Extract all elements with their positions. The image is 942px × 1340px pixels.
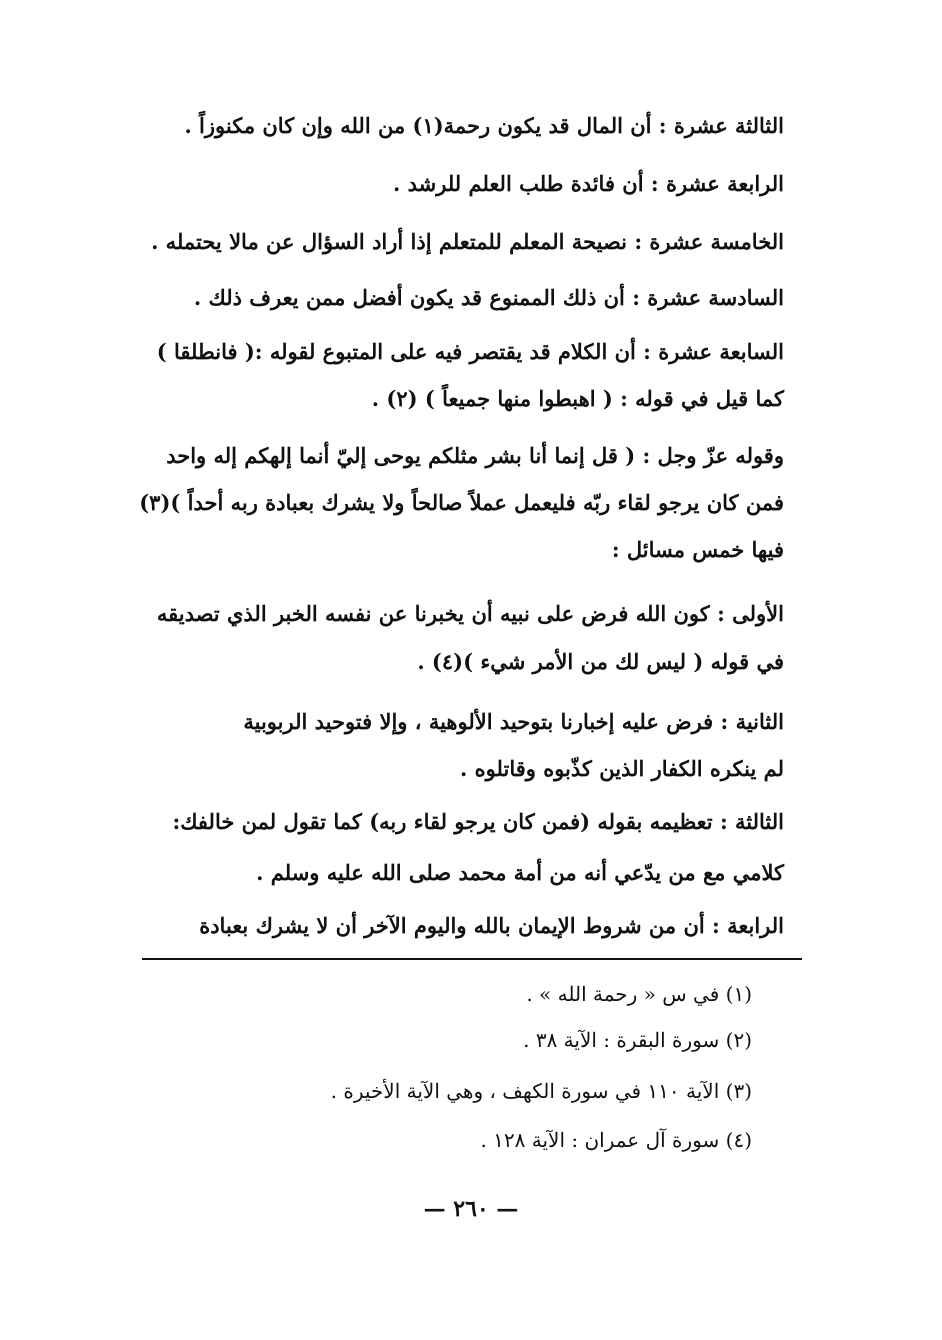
footnote: (٣) الآية ١١٠ في سورة الكهف ، وهي الآية الأخيرة . <box>330 1079 752 1103</box>
body-line: السادسة عشرة : أن ذلك الممنوع قد يكون أفضل ممن يعرف ذلك . <box>193 285 784 310</box>
body-line: السابعة عشرة : أن الكلام قد يقتصر فيه على المتبوع لقوله :( فانطلقا ) <box>156 339 784 364</box>
body-line: فيها خمس مسائل : <box>611 537 784 562</box>
body-line: الرابعة : أن من شروط الإيمان بالله واليوم الآخر أن لا يشرك بعبادة <box>199 913 784 938</box>
page-number: — ٢٦٠ — <box>423 1196 519 1222</box>
footnote: (٤) سورة آل عمران : الآية ١٢٨ . <box>480 1128 752 1152</box>
body-line: الثالثة : تعظيمه بقوله (فمن كان يرجو لقاء ربه) كما تقول لمن خالفك: <box>172 809 784 834</box>
body-line: كلامي مع من يدّعي أنه من أمة محمد صلى الله عليه وسلم . <box>256 860 784 885</box>
body-line: لم ينكره الكفار الذين كذّبوه وقاتلوه . <box>460 756 784 781</box>
body-line: الثالثة عشرة : أن المال قد يكون رحمة(١) من الله وإن كان مكنوزاً . <box>184 113 784 138</box>
body-line: في قوله ( ليس لك من الأمر شيء )(٤) . <box>417 649 784 674</box>
body-line: وقوله عزّ وجل : ( قل إنما أنا بشر مثلكم يوحى إليّ أنما إلهكم إله واحد <box>166 443 784 468</box>
body-line: فمن كان يرجو لقاء ربّه فليعمل عملاً صالحاً ولا يشرك بعبادة ربه أحداً )(٣) <box>139 490 784 515</box>
body-line: الرابعة عشرة : أن فائدة طلب العلم للرشد . <box>393 171 784 196</box>
footnote: (١) في س « رحمة الله » . <box>526 982 752 1006</box>
body-line: الأولى : كون الله فرض على نبيه أن يخبرنا عن نفسه الخبر الذي تصديقه <box>156 601 784 626</box>
footnote: (٢) سورة البقرة : الآية ٣٨ . <box>523 1028 752 1052</box>
body-line: كما قيل في قوله : ( اهبطوا منها جميعاً ) (٢) . <box>371 386 784 411</box>
footnote-divider <box>142 958 802 960</box>
body-line: الثانية : فرض عليه إخبارنا بتوحيد الألوهية ، وإلا فتوحيد الربوبية <box>243 709 784 734</box>
body-line: الخامسة عشرة : نصيحة المعلم للمتعلم إذا أراد السؤال عن مالا يحتمله . <box>151 229 784 254</box>
